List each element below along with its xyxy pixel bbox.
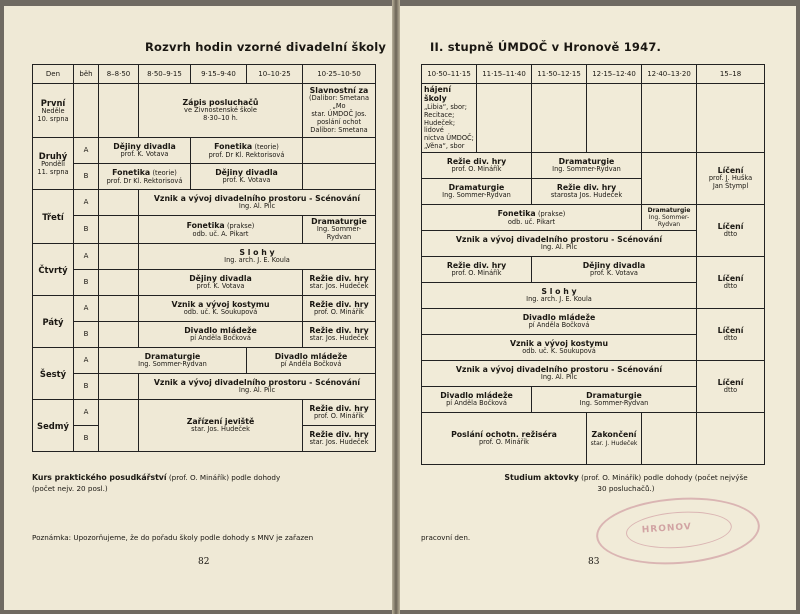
lesson-cell [139,296,303,322]
lesson-cell [422,257,532,283]
lesson-detail: star. ÚMDOČ Jos. [311,110,367,119]
day-date: 10. srpna [37,114,69,123]
lesson-tag: (teorie) [152,168,177,177]
lesson-title: Režie div. hry [446,261,507,270]
liceni-cell [697,309,765,361]
run-label: A [74,296,99,322]
lesson-teacher: star. Jos. Hudeček [309,282,369,291]
lesson-cell [642,205,697,231]
header-cell: 11·50–12·15 [532,65,587,84]
empty-cell [532,84,587,153]
day-date: 11. srpna [37,167,69,176]
day-row-paty-b [33,322,376,348]
lesson-teacher: Ing. Sommer-Rydvan [138,360,207,369]
header-cell: 10·50–11·15 [422,65,477,84]
lesson-cell [422,387,532,413]
studium-limit: 30 posluchačů.) [597,483,655,493]
empty-cell [99,374,139,400]
lesson-title: Slavnostní za [309,86,369,96]
lesson-tag: (teorie) [254,142,279,151]
page-number-left: 82 [198,557,210,567]
lesson-cell [139,400,303,452]
run-label: B [74,270,99,296]
day-sub: Neděle [41,106,65,115]
day-row-sesty-a [33,348,376,374]
lesson-title: Líčení [717,326,744,335]
liceni-cell [697,257,765,309]
lesson-teacher: prof. Dr Kl. Rektorisová [208,150,285,159]
lesson-title: Vznik a vývoj kostymu [171,300,270,310]
r-day-row-sedmy-a [422,413,765,439]
empty-cell [99,244,139,270]
r-day-row-sesty-a [422,361,765,387]
stamp-text: HRONOV [641,522,693,536]
lesson-zapis [139,84,303,138]
run-label: B [74,374,99,400]
lesson-title: Režie div. hry [556,183,617,192]
lesson-title: Režie div. hry [309,274,369,284]
lesson-title: Dějiny divadla [113,141,176,151]
lesson-cell [139,244,376,270]
lesson-teacher: dtto [723,386,738,395]
day-row-sesty-b [33,374,376,400]
lesson-cell [422,231,697,257]
empty-cell [642,153,697,205]
lesson-teacher: prof. O. Minářík [313,308,365,317]
header-cell: 11·15–11·40 [477,65,532,84]
lesson-cell [532,257,697,283]
lesson-title: Poslání ochotn. režiséra [451,430,557,439]
lesson-cell [99,348,247,374]
header-cell: 12·15–12·40 [587,65,642,84]
lesson-cell [422,283,697,309]
header-cell: 10·25–10·50 [303,65,376,84]
lesson-teacher: Ing. Sommer-Rydvan [579,399,649,408]
day-row-ctvrty-b [33,270,376,296]
lesson-cell [139,190,376,216]
header-cell: 8·50–9·15 [139,65,191,84]
lesson-title: Režie div. hry [309,404,369,414]
lesson-title: Divadlo mládeže [184,326,257,336]
empty-cell [74,84,99,138]
empty-cell [99,322,139,348]
lesson-title: Dramaturgie [144,352,201,362]
empty-cell [303,164,376,190]
lesson-title: Zakončení [591,430,637,440]
lesson-teacher: pí Anděla Bočková [528,321,590,330]
lesson-title: Fonetika [186,220,225,230]
header-cell: běh [74,65,99,84]
empty-cell [303,138,376,164]
lesson-title: Divadlo mládeže [440,391,513,400]
lesson-detail: ve Živnostenské škole [184,106,257,115]
lesson-detail: Dalibor: Smetana [310,126,368,135]
lesson-title: Zápis posluchačů [182,97,259,107]
day-cell [33,138,74,190]
lesson-detail: nictva ÚMDOČ; [424,134,474,143]
day-row-druhy-b [33,164,376,190]
lesson-title: Líčení [717,222,744,231]
lesson-title: Vznik a vývoj divadelního prostoru - Scénování [455,235,663,244]
lesson-title: Divadlo mládeže [522,313,596,322]
r-day-row-prvni [422,84,765,153]
left-schedule-table [32,64,376,452]
day-row-prvni [33,84,376,138]
kurs-title: Kurs praktického posudkářství [32,473,167,482]
lesson-teacher: odb. uč. K. Soukupová [522,347,596,356]
lesson-title: Divadlo mládeže [274,352,348,362]
lesson-teacher: pí Anděla Bočková [280,360,342,369]
run-label: B [74,216,99,244]
header-cell: 8–8·50 [99,65,139,84]
lesson-teacher: pí Anděla Bočková [446,399,507,408]
lesson-teacher: prof. O. Minářík [451,269,502,278]
lesson-cell [99,138,191,164]
lesson-teacher: prof. K. Votava [120,150,169,159]
day-sub: Pondělí [41,159,65,168]
lesson-teacher: star. Jos. Hudeček [309,438,369,447]
lesson-title: Dramaturgie [558,157,615,166]
empty-cell [99,296,139,322]
lesson-detail: (Dalibor: Smetana „Mo [309,94,369,111]
day-cell [33,190,74,244]
pracovni-note: pracovní den. [421,533,471,542]
lesson-teacher: star. Jos. Hudeček [191,425,250,434]
lesson-title: Režie div. hry [309,326,369,336]
lesson-teacher: pí Anděla Bočková [190,334,251,343]
lesson-teacher: odb. uč. K. Soukupová [183,308,258,317]
lesson-teacher: prof. O. Minářík [478,438,530,447]
lesson-title: Dramaturgie [311,217,367,226]
lesson-teacher: odb. uč. A. Pikart [192,229,249,238]
lesson-title: Fonetika [112,167,151,177]
day-name: Třetí [42,211,64,222]
lesson-cell [139,322,303,348]
lesson-title: Dějiny divadla [189,274,252,284]
lesson-teacher: prof. Dr Kl. Rektorisová [106,176,183,185]
lesson-teacher: Ing. Al. Pilc [540,243,578,252]
studium-title: Studium aktovky [504,473,579,482]
header-cell: 10–10·25 [247,65,303,84]
lesson-cell [422,309,697,335]
lesson-cell [422,413,587,465]
header-cell: 15–18 [697,65,765,84]
r-day-row-treti-a [422,205,765,231]
day-name: První [40,97,66,108]
lesson-cell [247,348,376,374]
day-cell [33,296,74,348]
lesson-detail: poslání ochot [316,118,362,127]
right-header-row [422,65,765,84]
day-name: Druhý [38,150,68,161]
lesson-cell [532,179,642,205]
liceni-cell [697,361,765,413]
lesson-teacher: prof. K. Votava [222,176,271,185]
lesson-cell [422,153,532,179]
lesson-cell [422,335,697,361]
left-header-row [33,65,376,84]
lesson-tag: (prakse) [537,209,566,218]
lesson-cell [303,296,376,322]
r-day-row-paty-a [422,309,765,335]
lesson-title: Režie div. hry [309,300,369,310]
day-name: Čtvrtý [38,264,68,275]
lesson-teacher: dtto [723,334,738,343]
lesson-title: Vznik a vývoj kostymu [509,339,609,348]
day-name: Sedmý [37,420,69,431]
right-page-title: II. stupně ÚMDOČ v Hronově 1947. [430,40,662,54]
lesson-teacher: dtto [723,230,738,239]
day-row-sedmy-a [33,400,376,426]
day-cell [33,244,74,296]
lesson-title: hájení školy [424,85,451,104]
lesson-teacher: prof. O. Minářík [451,165,502,174]
lesson-title: Režie div. hry [309,430,369,440]
day-row-treti-a [33,190,376,216]
lesson-title: Fonetika [214,141,253,151]
lesson-teacher: star. Jos. Hudeček [309,334,369,343]
studium-note [476,473,776,493]
run-label: B [74,426,99,452]
run-label: A [74,400,99,426]
lesson-title: Líčení [717,378,744,387]
day-row-ctvrty-a [33,244,376,270]
lesson-teacher: Ing. Sommer-Rydvan [648,214,690,229]
run-label: A [74,190,99,216]
run-label: A [74,348,99,374]
empty-cell [99,84,139,138]
lesson-teacher: prof. O. Minářík [313,412,365,421]
lesson-tag: (prakse) [226,221,255,230]
lesson-title: Líčení [717,274,744,283]
studium-text: (prof. O. Minářík) podle dohody (počet nejvýše [578,473,748,482]
empty-cell [642,84,697,153]
lesson-cell [422,361,697,387]
lesson-cell [303,426,376,452]
lesson-cell [422,205,642,231]
lesson-title: S l o h y [541,287,577,296]
lesson-title: Dramaturgie [586,391,642,400]
lesson-teacher: dtto [723,282,738,291]
lesson-teacher: star. J. Hudeček [590,439,638,447]
lesson-title: Dramaturgie [448,183,505,192]
day-row-paty-a [33,296,376,322]
lesson-teacher: Ing. arch. J. E. Koula [224,256,290,265]
lesson-cell [139,216,303,244]
lesson-cell [532,387,697,413]
r-day-row-druhy-a [422,153,765,179]
lesson-title: Zařízení jeviště [186,417,255,427]
lesson-cell [303,400,376,426]
empty-cell [99,400,139,452]
lesson-title: S l o h y [239,248,275,258]
lesson-slavnostni [303,84,376,138]
header-cell: 12·40–13·20 [642,65,697,84]
lesson-cell [422,179,532,205]
lesson-teacher: Ing. Al. Pilc [540,373,578,382]
lesson-teacher: prof. J. Huška [708,174,753,183]
lesson-cell [99,164,191,190]
day-name: Šestý [39,368,67,379]
lesson-cell [422,84,477,153]
run-label: A [74,138,99,164]
lesson-cell [191,164,303,190]
lesson-title: Vznik a vývoj divadelního prostoru - Scénování [455,365,663,374]
liceni-cell [697,205,765,257]
lesson-cell [191,138,303,164]
run-label: A [74,244,99,270]
lesson-detail: 8·30–10 h. [203,114,238,123]
lesson-teacher: Ing. Sommer-Rydvan [442,191,511,200]
kurs-text: (prof. O. Minářík) podle dohody [166,473,281,482]
run-label: B [74,164,99,190]
lesson-teacher: odb. uč. Pikart [507,217,556,226]
lesson-teacher: starosta Jos. Hudeček [550,191,623,200]
r-day-row-ctvrty-a [422,257,765,283]
poznamka-note: Poznámka: Upozorňujeme, že do pořadu školy podle dohody s MNV je zařazen [32,533,314,542]
day-cell [33,84,74,138]
empty-cell [477,84,532,153]
right-schedule-table [421,64,765,465]
lesson-teacher: Ing. Sommer-Rydvan [552,165,621,174]
lesson-teacher: Ing. Al. Pilc [238,202,276,211]
empty-cell [697,413,765,465]
lesson-detail: Hudeček; lidové [424,118,456,135]
lesson-cell [532,153,642,179]
empty-cell [99,190,139,216]
lesson-teacher: Jan Štympl [712,182,749,191]
kurs-limit: (počet nejv. 20 posl.) [32,483,108,493]
header-cell: 9·15–9·40 [191,65,247,84]
lesson-teacher: prof. K. Votava [590,269,638,278]
day-cell [33,348,74,400]
page-number-right: 83 [588,557,600,567]
lesson-title: Líčení [717,166,744,176]
liceni-cell [697,153,765,205]
empty-cell [99,270,139,296]
lesson-cell [139,270,303,296]
lesson-teacher: Ing. Al. Pilc [238,386,276,395]
run-label: B [74,322,99,348]
lesson-title: Vznik a vývoj divadelního prostoru - Scénování [153,193,361,203]
kurs-note [32,473,377,493]
empty-cell [99,216,139,244]
book-gutter [392,0,400,614]
lesson-cell [587,413,642,465]
day-name: Pátý [42,316,64,327]
empty-cell [642,413,697,465]
lesson-cell [303,322,376,348]
lesson-title: Režie div. hry [446,157,507,166]
lesson-teacher: prof. K. Votava [196,282,245,291]
lesson-cell [303,216,376,244]
lesson-title: Fonetika [497,208,536,218]
day-row-treti-b [33,216,376,244]
lesson-detail: „Libia“, sbor; Recitace; [424,102,467,119]
lesson-teacher: Ing. arch. J. E. Koula [526,295,592,304]
lesson-detail: „Věna“, sbor [424,142,465,151]
lesson-title: Dějiny divadla [582,261,646,270]
lesson-teacher: Ing. Sommer-Rydvan [316,225,362,242]
left-page-title: Rozvrh hodin vzorné divadelní školy [145,40,387,54]
lesson-cell [139,374,376,400]
lesson-cell [303,270,376,296]
lesson-title: Dějiny divadla [215,167,278,177]
day-row-druhy-a [33,138,376,164]
empty-cell [697,84,765,153]
day-cell [33,400,74,452]
header-cell: Den [33,65,74,84]
lesson-title: Dramaturgie [647,206,691,214]
empty-cell [587,84,642,153]
lesson-title: Vznik a vývoj divadelního prostoru - Scénování [153,378,361,388]
